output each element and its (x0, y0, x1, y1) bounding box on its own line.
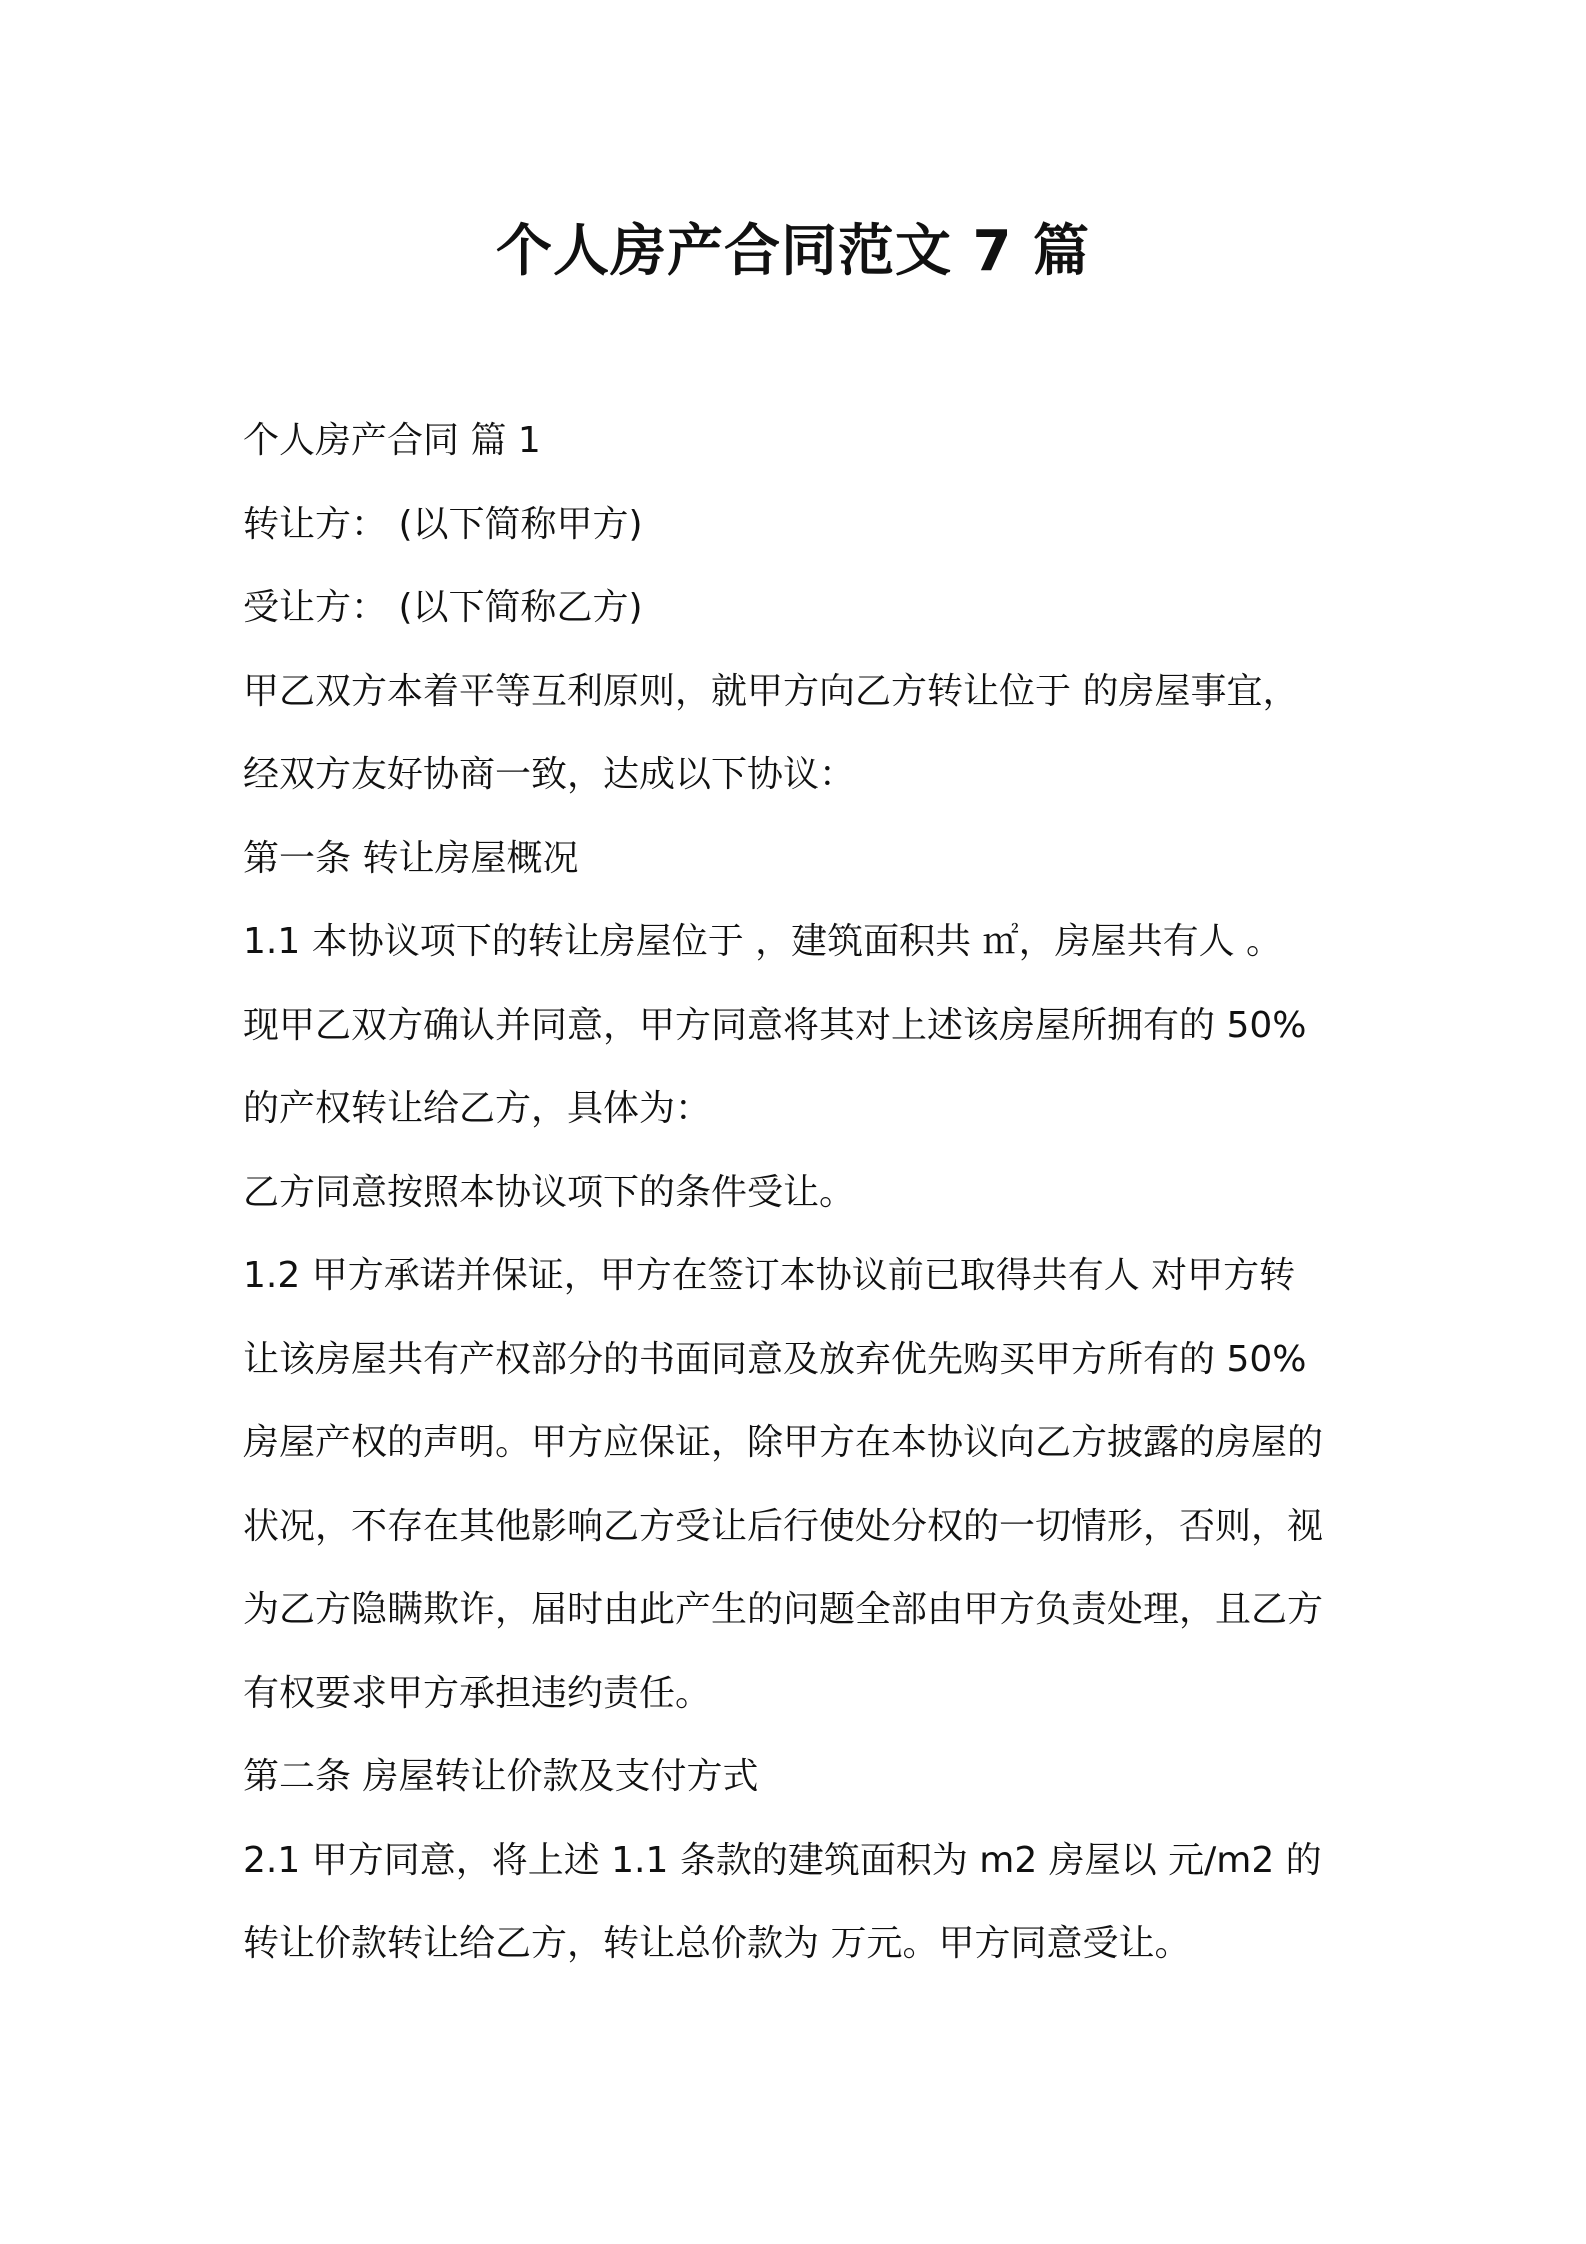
text-line-section-heading: 个人房产合同 篇 1 (243, 420, 541, 461)
text-line: 现甲乙双方确认并同意，甲方同意将其对上述该房屋所拥有的 50% (243, 1004, 1307, 1046)
text-line: 2.1 甲方同意，将上述 1.1 条款的建筑面积为 m2 房屋以 元/m2 的 (243, 1839, 1322, 1881)
text-line: 乙方同意按照本协议项下的条件受让。 (243, 1171, 856, 1213)
text-line: 让该房屋共有产权部分的书面同意及放弃优先购买甲方所有的 50% (243, 1338, 1307, 1380)
document-title: 个人房产合同范文 7 篇 (496, 219, 1090, 284)
article-heading-1: 第一条 转让房屋概况 (243, 837, 579, 879)
text-line: 状况，不存在其他影响乙方受让后行使处分权的一切情形，否则，视 (243, 1505, 1324, 1547)
text-line-transferor: 转让方： (以下简称甲方) (243, 503, 643, 545)
text-line: 为乙方隐瞒欺诈，届时由此产生的问题全部由甲方负责处理，且乙方 (243, 1589, 1324, 1630)
text-line: 1.1 本协议项下的转让房屋位于 ，建筑面积共 ㎡，房屋共有人 。 (243, 921, 1283, 962)
text-line: 房屋产权的声明。甲方应保证，除甲方在本协议向乙方披露的房屋的 (243, 1422, 1324, 1463)
text-line: 1.2 甲方承诺并保证，甲方在签订本协议前已取得共有人 对甲方转 (243, 1255, 1296, 1296)
text-line: 有权要求甲方承担违约责任。 (243, 1672, 712, 1714)
document-body (243, 399, 1353, 1986)
text-line: 经双方友好协商一致，达成以下协议： (243, 754, 856, 795)
text-line: 甲乙双方本着平等互利原则，就甲方向乙方转让位于 的房屋事宜， (243, 670, 1299, 712)
text-line: 的产权转让给乙方，具体为： (243, 1088, 712, 1129)
article-heading-2: 第二条 房屋转让价款及支付方式 (243, 1756, 759, 1797)
text-line-transferee: 受让方： (以下简称乙方) (243, 587, 643, 628)
text-line: 转让价款转让给乙方，转让总价款为 万元。甲方同意受让。 (243, 1923, 1191, 1964)
